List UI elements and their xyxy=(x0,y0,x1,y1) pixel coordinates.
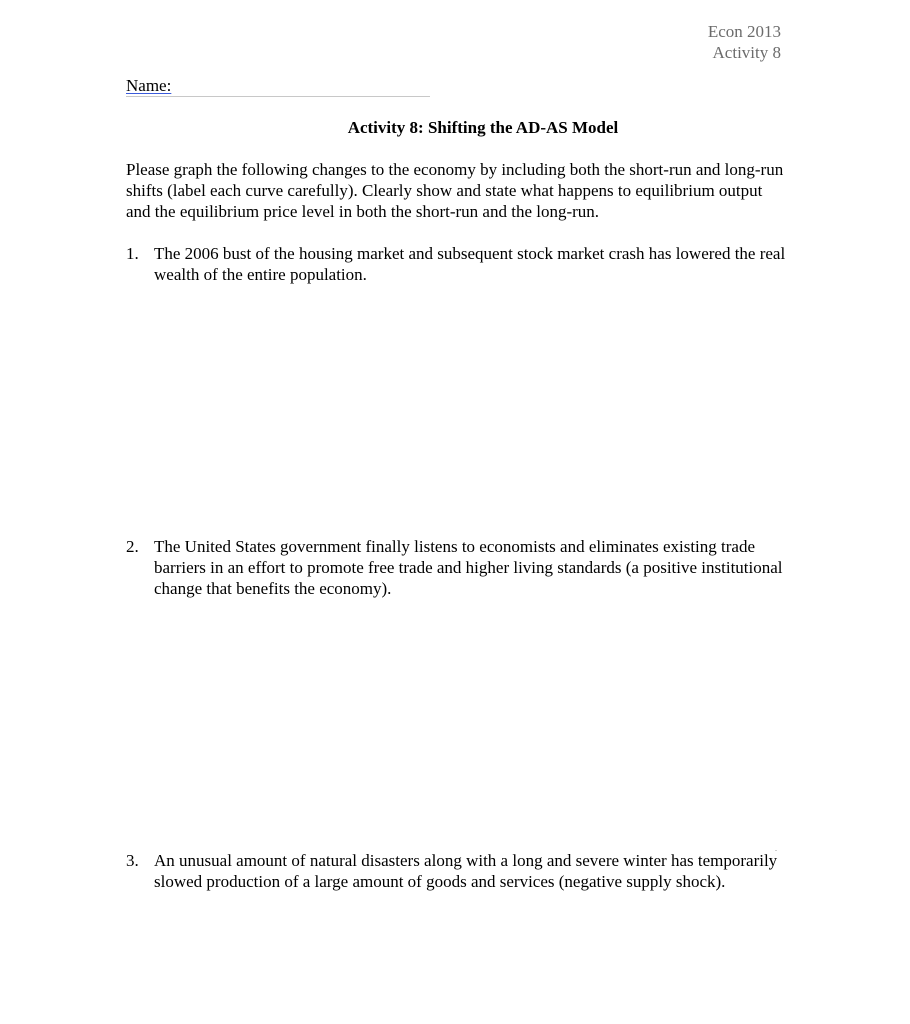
name-field[interactable] xyxy=(126,76,430,97)
question-number: 1. xyxy=(126,244,139,263)
question-item xyxy=(126,536,786,599)
document-header xyxy=(708,21,781,63)
instructions-paragraph: Please graph the following changes to the economy by including both the short-run and long-run shifts (label each curve carefully). Clearly show and state what happens to equilibrium output and the equilibrium price level in both the short-run and the long-run. xyxy=(126,160,784,221)
question-text: The 2006 bust of the housing market and subsequent stock market crash has lowered the real wealth of the entire population. xyxy=(154,244,786,284)
question-number: 3. xyxy=(126,851,139,870)
question-item xyxy=(126,243,786,285)
course-label: Econ 2013 xyxy=(707,22,781,41)
question-item xyxy=(126,850,786,892)
activity-label: Activity 8 xyxy=(712,43,781,62)
page-title: Activity 8: Shifting the AD-AS Model xyxy=(347,118,619,137)
question-text: An unusual amount of natural disasters along with a long and severe winter has temporarily slowed production of a large amount of goods and services (negative supply shock). xyxy=(154,851,778,891)
question-number: 2. xyxy=(126,537,139,556)
question-text: The United States government finally listens to economists and eliminates existing trade barriers in an effort to promote free trade and higher living standards (a positive institutional change that benefits the economy). xyxy=(154,537,783,598)
name-label: Name: xyxy=(126,76,172,95)
